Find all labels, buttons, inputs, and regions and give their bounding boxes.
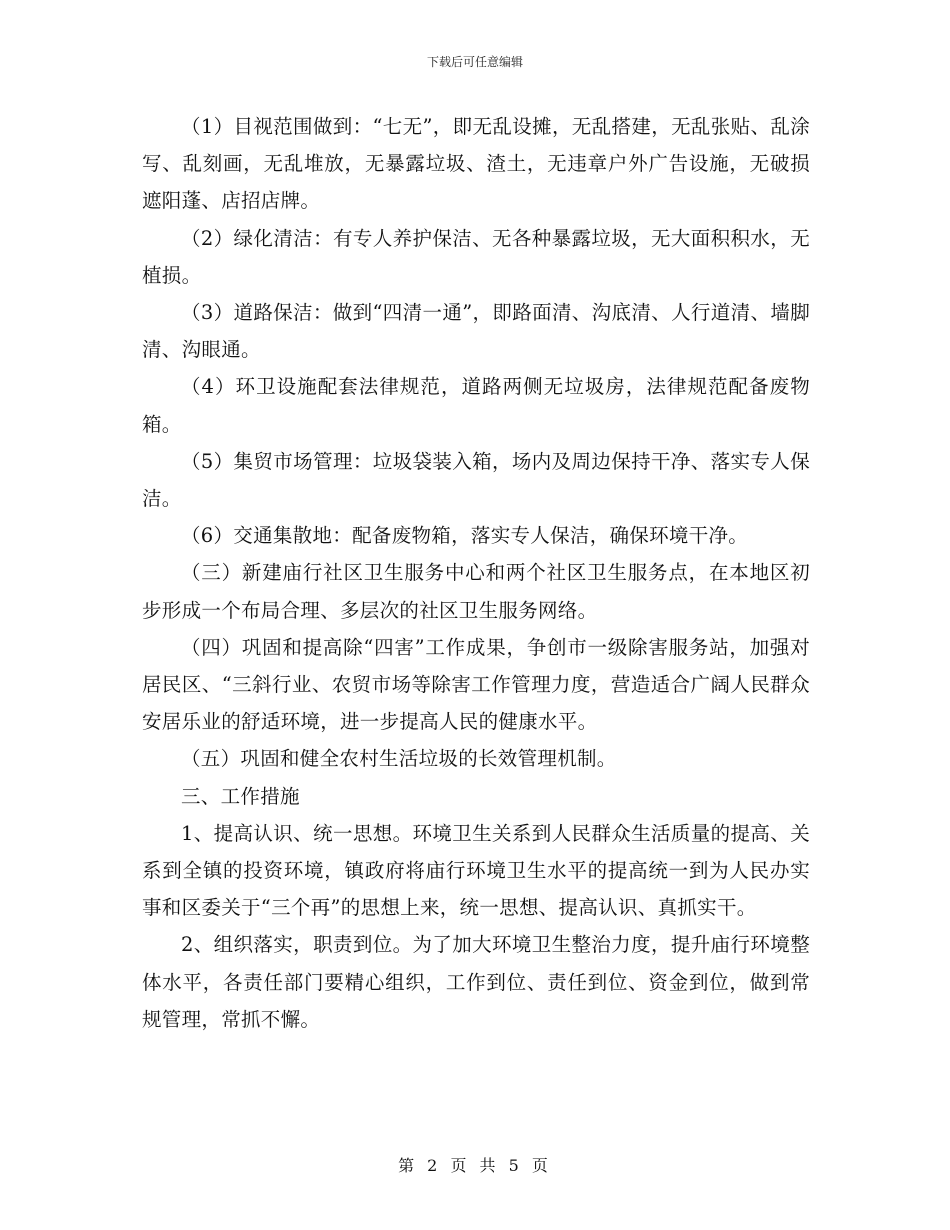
paragraph-item-3: （3）道路保洁：做到“四清一通”，即路面清、沟底清、人行道清、墙脚清、沟眼通。	[142, 301, 810, 362]
section-heading-work-measures: 三、工作措施	[181, 784, 300, 808]
paragraph-item-6: （6）交通集散地：配备废物箱，落实专人保洁，确保环境干净。	[181, 524, 749, 548]
paragraph-section-3: （三）新建庙行社区卫生服务中心和两个社区卫生服务点，在本地区初步形成一个布局合理、多层次的社区卫生服务网络。	[142, 561, 810, 622]
paragraph-measure-1: 1、提高认识、统一思想。环境卫生关系到人民群众生活质量的提高、关系到全镇的投资环境，镇政府将庙行环境卫生水平的提高统一到为人民办实事和区委关于“三个再”的思想上来，统一思想、提高认识、真抓实干。	[142, 821, 810, 920]
paragraph-section-4: （四）巩固和提高除“四害”工作成果，争创市一级除害服务站，加强对居民区、“三斜行业、农贸市场等除害工作管理力度，营造适合广阔人民群众安居乐业的舒适环境，进一步提高人民的健康水平。	[142, 635, 810, 734]
page-header: 下载后可任意编辑	[426, 55, 523, 69]
page-number-footer: 第 2 页 共 5 页	[398, 1156, 552, 1175]
paragraph-item-4: （4）环卫设施配套法律规范，道路两侧无垃圾房，法律规范配备废物箱。	[142, 375, 810, 436]
paragraph-item-5: （5）集贸市场管理：垃圾袋装入箱，场内及周边保持干净、落实专人保洁。	[142, 449, 810, 511]
document-body	[142, 108, 810, 1038]
paragraph-section-5: （五）巩固和健全农村生活垃圾的长效管理机制。	[181, 747, 617, 771]
paragraph-item-2: （2）绿化清洁：有专人养护保洁、无各种暴露垃圾，无大面积积水，无植损。	[142, 226, 810, 287]
paragraph-item-1: （1）目视范围做到：“七无”，即无乱设摊，无乱搭建，无乱张贴、乱涂写、乱刻画，无乱堆放，无暴露垃圾、渣土，无违章户外广告设施，无破损遮阳蓬、店招店牌。	[142, 115, 810, 213]
paragraph-measure-2: 2、组织落实，职责到位。为了加大环境卫生整治力度，提升庙行环境整体水平，各责任部门要精心组织，工作到位、责任到位、资金到位，做到常规管理，常抓不懈。	[142, 933, 810, 1031]
